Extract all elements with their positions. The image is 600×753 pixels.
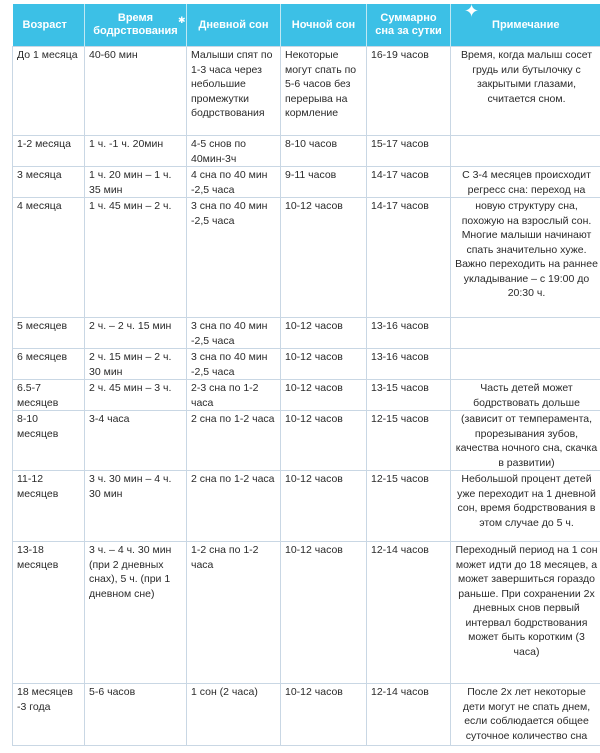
cell-wake: 1 ч. 20 мин – 1 ч. 35 мин <box>85 167 187 198</box>
cell-night-sleep: 10-12 часов <box>281 349 367 380</box>
cell-age: 4 месяца <box>13 198 85 318</box>
table-row <box>13 684 600 746</box>
cell-day-sleep: 2 сна по 1-2 часа <box>187 471 281 542</box>
cell-age: До 1 месяца <box>13 47 85 136</box>
cell-age: 18 месяцев -3 года <box>13 684 85 746</box>
sleep-schedule-table <box>12 4 600 746</box>
header-total-sleep: Суммарно сна за сутки <box>367 4 451 47</box>
cell-note: Часть детей может бодрствовать дольше <box>451 380 600 411</box>
cell-night-sleep: 9-11 часов <box>281 167 367 198</box>
cell-total: 14-17 часов <box>367 167 451 198</box>
cell-night-sleep: 10-12 часов <box>281 411 367 471</box>
cell-total: 12-15 часов <box>367 471 451 542</box>
table-row <box>13 349 600 380</box>
cell-total: 16-19 часов <box>367 47 451 136</box>
table-row <box>13 318 600 349</box>
table-row <box>13 198 600 318</box>
cell-day-sleep: 1-2 сна по 1-2 часа <box>187 542 281 684</box>
cell-wake: 5-6 часов <box>85 684 187 746</box>
cell-night-sleep: 10-12 часов <box>281 198 367 318</box>
star-decoration-icon: ✱ <box>178 15 186 25</box>
cell-night-sleep: 8-10 часов <box>281 136 367 167</box>
cell-total: 12-14 часов <box>367 542 451 684</box>
table-row <box>13 136 600 167</box>
cell-night-sleep: 10-12 часов <box>281 380 367 411</box>
cell-day-sleep: 3 сна по 40 мин -2,5 часа <box>187 318 281 349</box>
cell-total: 13-16 часов <box>367 349 451 380</box>
cell-age: 6 месяцев <box>13 349 85 380</box>
table-header-row <box>13 4 600 47</box>
header-age: Возраст <box>13 4 85 47</box>
table-row <box>13 411 600 471</box>
cell-note: После 2х лет некоторые дети могут не спать днем, если соблюдается общее суточное количество сна <box>451 684 600 746</box>
cell-wake: 2 ч. 45 мин – 3 ч. <box>85 380 187 411</box>
cell-age: 1-2 месяца <box>13 136 85 167</box>
cell-day-sleep: 3 сна по 40 мин -2,5 часа <box>187 198 281 318</box>
cell-total: 12-15 часов <box>367 411 451 471</box>
cell-day-sleep: Малыши спят по 1-3 часа через небольшие промежутки бодрствования <box>187 47 281 136</box>
cell-wake: 3 ч. – 4 ч. 30 мин (при 2 дневных снах), 5 ч. (при 1 дневном сне) <box>85 542 187 684</box>
cell-note <box>451 318 600 349</box>
cell-age: 6.5-7 месяцев <box>13 380 85 411</box>
cell-wake: 3-4 часа <box>85 411 187 471</box>
cell-note: С 3-4 месяцев происходит регресс сна: переход на <box>451 167 600 198</box>
cell-age: 13-18 месяцев <box>13 542 85 684</box>
cell-night-sleep: 10-12 часов <box>281 684 367 746</box>
cell-night-sleep: Некоторые могут спать по 5-6 часов без перерыва на кормление <box>281 47 367 136</box>
cell-day-sleep: 4-5 снов по 40мин-3ч <box>187 136 281 167</box>
cell-wake: 40-60 мин <box>85 47 187 136</box>
cell-day-sleep: 3 сна по 40 мин -2,5 часа <box>187 349 281 380</box>
cell-total: 12-14 часов <box>367 684 451 746</box>
cell-note <box>451 349 600 380</box>
cell-age: 5 месяцев <box>13 318 85 349</box>
cell-wake: 3 ч. 30 мин – 4 ч. 30 мин <box>85 471 187 542</box>
cell-night-sleep: 10-12 часов <box>281 471 367 542</box>
table-row <box>13 471 600 542</box>
cell-wake: 2 ч. – 2 ч. 15 мин <box>85 318 187 349</box>
cell-wake: 2 ч. 15 мин – 2 ч. 30 мин <box>85 349 187 380</box>
cell-total: 15-17 часов <box>367 136 451 167</box>
cell-wake: 1 ч. -1 ч. 20мин <box>85 136 187 167</box>
header-night-sleep: Ночной сон <box>281 4 367 47</box>
table-row <box>13 47 600 136</box>
header-day-sleep: Дневной сон <box>187 4 281 47</box>
cell-night-sleep: 10-12 часов <box>281 318 367 349</box>
table-row <box>13 167 600 198</box>
cell-note: новую структуру сна, похожую на взрослый сон. Многие малыши начинают спать значительно хуже. Важно переходить на раннее укладывание – с 19:00 до 20:30 ч. <box>451 198 600 318</box>
cell-day-sleep: 4 сна по 40 мин -2,5 часа <box>187 167 281 198</box>
cell-total: 13-15 часов <box>367 380 451 411</box>
star-decoration-icon: ✦ <box>464 1 480 21</box>
table-row <box>13 380 600 411</box>
cell-note: (зависит от темперамента, прорезывания зубов, качества ночного сна, скачка в развитии) <box>451 411 600 471</box>
cell-day-sleep: 2 сна по 1-2 часа <box>187 411 281 471</box>
cell-note <box>451 136 600 167</box>
cell-total: 14-17 часов <box>367 198 451 318</box>
header-wake-time: Время бодрствования <box>85 4 187 47</box>
cell-note: Время, когда малыш сосет грудь или бутылочку с закрытыми глазами, считается сном. <box>451 47 600 136</box>
cell-age: 3 месяца <box>13 167 85 198</box>
cell-wake: 1 ч. 45 мин – 2 ч. <box>85 198 187 318</box>
table-row <box>13 542 600 684</box>
cell-age: 8-10 месяцев <box>13 411 85 471</box>
cell-night-sleep: 10-12 часов <box>281 542 367 684</box>
cell-total: 13-16 часов <box>367 318 451 349</box>
cell-age: 11-12 месяцев <box>13 471 85 542</box>
cell-note: Небольшой процент детей уже переходит на 1 дневной сон, время бодрствования в этом случае до 5 ч. <box>451 471 600 542</box>
cell-day-sleep: 2-3 сна по 1-2 часа <box>187 380 281 411</box>
header-note: Примечание <box>451 4 600 47</box>
cell-day-sleep: 1 сон (2 часа) <box>187 684 281 746</box>
cell-note: Переходный период на 1 сон может идти до 18 месяцев, а может завершиться гораздо раньше. При сохранении 2х дневных снов первый интервал бодрствования может быть коротким (3 часа) <box>451 542 600 684</box>
